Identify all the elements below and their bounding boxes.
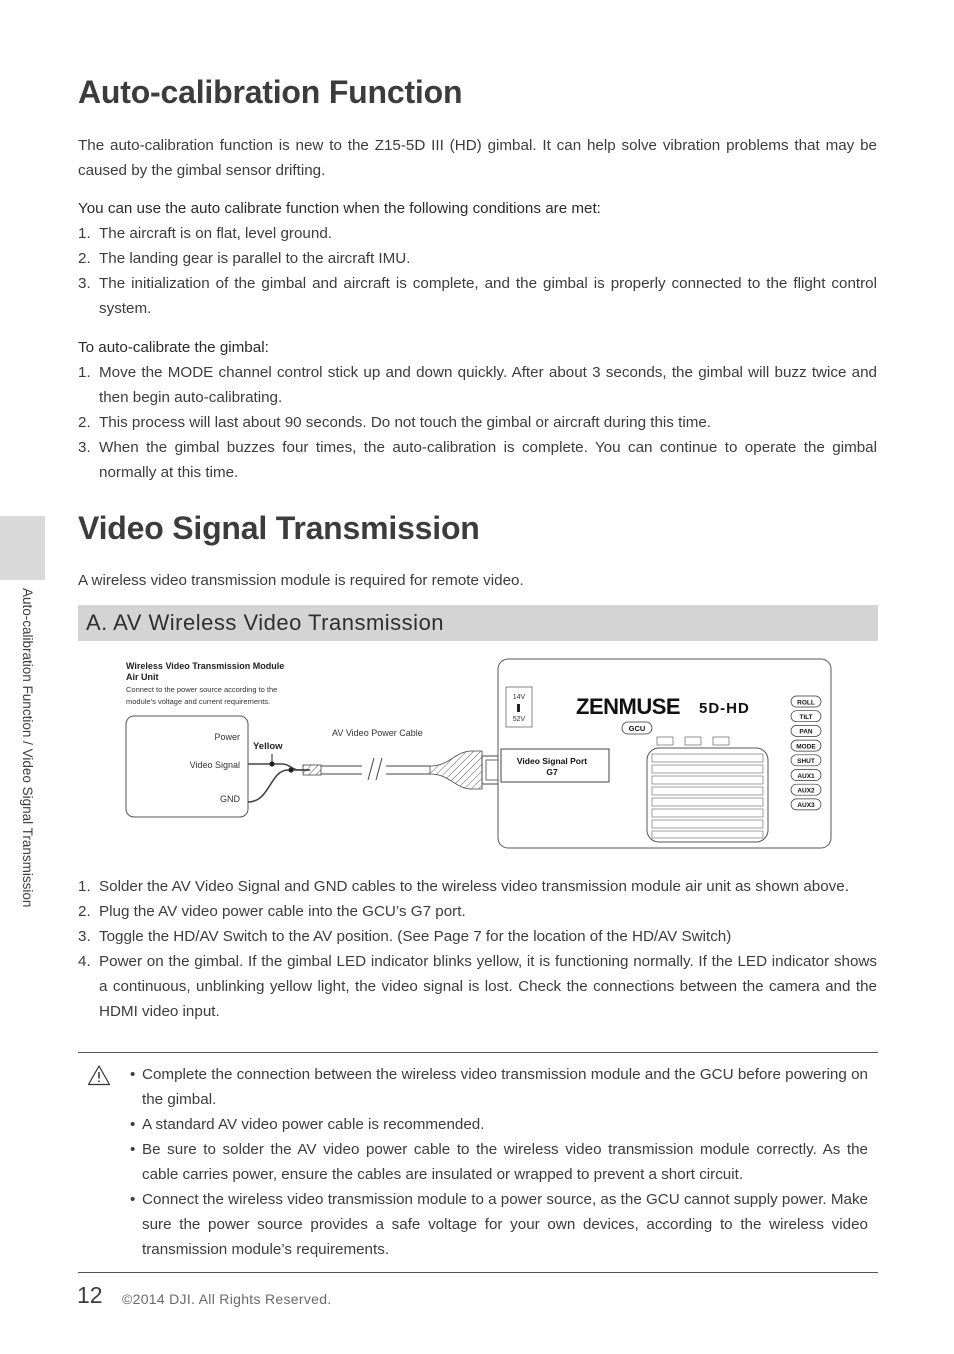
list-text: The initialization of the gimbal and aircraft is complete, and the gimbal is properly connected to the flight control system. — [99, 275, 877, 317]
cable-break-mark — [376, 758, 382, 780]
port-label-aux3: AUX3 — [797, 802, 815, 810]
vent-slot — [652, 776, 763, 784]
list-number: 3. — [78, 928, 91, 945]
vent-slot — [652, 831, 763, 838]
list-item — [78, 435, 877, 485]
port-label-aux2: AUX2 — [797, 787, 815, 795]
auto-calibration-intro: The auto-calibration function is new to the Z15-5D III (HD) gimbal. It can help solve vibration problems that may be caused by the gimbal sensor drifting. — [78, 137, 877, 179]
list-item — [78, 360, 877, 410]
gnd-wire — [248, 770, 310, 802]
subheading-av-wireless: A. AV Wireless Video Transmission — [86, 610, 445, 635]
cable-break-mark — [368, 758, 374, 780]
video-intro: A wireless video transmission module is required for remote video. — [78, 572, 524, 589]
voltage-switch-knob — [517, 704, 520, 712]
video-signal-wire — [248, 764, 310, 770]
notes-box — [78, 1052, 878, 1273]
list-number: 2. — [78, 414, 91, 431]
list-text: When the gimbal buzzes four times, the auto-calibration is complete. You can continue to operate the gimbal normally at this time. — [99, 439, 877, 481]
list-number: 3. — [78, 439, 91, 456]
list-text: Move the MODE channel control stick up and down quickly. After about 3 seconds, the gimbal will buzz twice and then begin auto-calibrating. — [99, 364, 877, 406]
voltage-low-label: 52V — [512, 716, 526, 723]
port-label-mode: MODE — [796, 743, 816, 751]
list-number: 4. — [78, 953, 91, 970]
indicator-pad — [685, 737, 701, 745]
pin-video-label: Video Signal — [189, 760, 240, 770]
side-tab — [0, 516, 45, 580]
list-item — [78, 949, 877, 1024]
module-subtitle: Air Unit — [126, 672, 159, 682]
note-item: • Be sure to solder the AV video power cable to the wireless video transmission module correctly. As the cable carries power, ensure the cables are insulated or wrapped to prevent a short circuit. — [130, 1137, 868, 1187]
pin-power-label: Power — [214, 732, 240, 742]
calibration-steps-list — [78, 360, 877, 485]
wiring-diagram — [120, 652, 840, 857]
list-item — [78, 246, 877, 271]
vent-slot — [652, 765, 763, 773]
list-item — [78, 221, 877, 246]
video-steps-list — [78, 874, 877, 1024]
port-label-line1: Video Signal Port — [516, 756, 588, 766]
list-item — [78, 271, 877, 321]
list-number: 3. — [78, 275, 91, 292]
cable-shielding-left — [303, 765, 321, 775]
indicator-pad — [657, 737, 673, 745]
gcu-label: GCU — [628, 724, 646, 733]
side-section-label: Auto-calibration Function / Video Signal Transmission — [20, 588, 35, 908]
zenmuse-logo: ZENMUSE — [576, 694, 681, 719]
list-item — [78, 874, 877, 899]
list-text: Power on the gimbal. If the gimbal LED indicator blinks yellow, it is functioning normally. If the LED indicator shows a continuous, unblinking yellow light, the video signal is lost. Check the connections between the camera and the HDMI video input. — [99, 953, 877, 1020]
conditions-list — [78, 221, 877, 321]
port-label-aux1: AUX1 — [797, 772, 815, 780]
indicator-pad — [713, 737, 729, 745]
port-label-roll: ROLL — [797, 699, 815, 707]
subheading-bar — [78, 605, 878, 641]
list-item — [78, 410, 877, 435]
port-label-pan: PAN — [799, 728, 813, 736]
list-item — [78, 924, 877, 949]
module-title: Wireless Video Transmission Module — [126, 661, 285, 671]
page-title-video-signal: Video Signal Transmission — [78, 510, 480, 546]
steps-lead: To auto-calibrate the gimbal: — [78, 339, 269, 356]
list-text: Solder the AV Video Signal and GND cables to the wireless video transmission module air unit as shown above. — [99, 878, 849, 895]
page-title-auto-calibration: Auto-calibration Function — [78, 74, 463, 110]
module-note-line2: module’s voltage and current requirements. — [126, 697, 271, 706]
vent-slot — [652, 787, 763, 795]
module-note-line1: Connect to the power source according to the — [126, 685, 278, 694]
list-number: 2. — [78, 250, 91, 267]
vent-slot — [652, 820, 763, 828]
model-label: 5D-HD — [699, 700, 750, 717]
list-item — [78, 899, 877, 924]
copyright: ©2014 DJI. All Rights Reserved. — [122, 1291, 332, 1307]
vent-slot — [652, 754, 763, 762]
list-text: Plug the AV video power cable into the GCU’s G7 port. — [99, 903, 466, 920]
note-item: • Connect the wireless video transmission module to a power source, as the GCU cannot supply power. Make sure the power source provides a safe voltage for your own devices, according to the wireless video transmission module’s requirements. — [130, 1187, 868, 1262]
vent-slot — [652, 798, 763, 806]
solder-point-gnd — [288, 767, 293, 772]
list-text: The landing gear is parallel to the aircraft IMU. — [99, 250, 411, 267]
list-number: 1. — [78, 878, 91, 895]
list-text: This process will last about 90 seconds. Do not touch the gimbal or aircraft during this time. — [99, 414, 712, 431]
conditions-lead: You can use the auto calibrate function when the following conditions are met: — [78, 200, 601, 217]
list-text: Toggle the HD/AV Switch to the AV position. (See Page 7 for the location of the HD/AV Switch) — [99, 928, 732, 945]
port-label-line2: G7 — [546, 767, 558, 777]
list-text: The aircraft is on flat, level ground. — [99, 225, 332, 242]
page-number: 12 — [77, 1282, 103, 1308]
warning-icon — [87, 1064, 111, 1086]
list-number: 1. — [78, 364, 91, 381]
cable-connector-boot — [430, 751, 482, 789]
note-item: • Complete the connection between the wireless video transmission module and the GCU before powering on the gimbal. — [130, 1062, 868, 1112]
voltage-high-label: 14V — [512, 694, 526, 701]
wire-color-label: Yellow — [253, 741, 283, 752]
port-label-shut: SHUT — [797, 758, 815, 766]
port-label-tilt: TILT — [799, 714, 813, 721]
solder-point-video — [269, 761, 274, 766]
pin-gnd-label: GND — [220, 794, 240, 804]
note-item: • A standard AV video power cable is recommended. — [130, 1112, 868, 1137]
list-number: 1. — [78, 225, 91, 242]
list-number: 2. — [78, 903, 91, 920]
cable-label: AV Video Power Cable — [332, 728, 423, 738]
vent-slot — [652, 809, 763, 817]
notes-list — [130, 1062, 868, 1262]
